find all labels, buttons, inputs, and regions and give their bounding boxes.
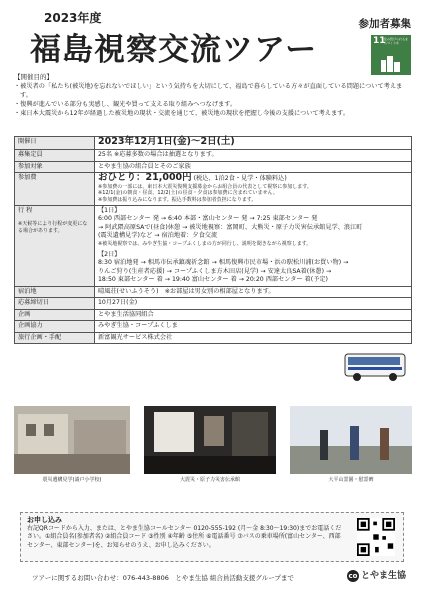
recruit-label: 参加者募集 bbox=[358, 18, 411, 30]
fee-cell bbox=[95, 173, 412, 206]
day1-line: → 阿武隈高原SAで(昼食)休憩 → 被災地視察：富岡町、大熊災・原子力災害伝承館見学、浪江町 bbox=[98, 223, 363, 231]
planning-label: 企画 bbox=[15, 309, 95, 321]
fee-main: おひとり：21,000円 bbox=[98, 172, 192, 183]
photo-school bbox=[14, 406, 130, 486]
info-table bbox=[14, 136, 412, 344]
contact-heading: お申し込み bbox=[27, 516, 62, 524]
purpose-heading: 【開催目的】 bbox=[14, 73, 53, 81]
lodging-label: 宿泊地 bbox=[15, 286, 95, 298]
photo-caption: 震災遺構見学(請戸小学校) bbox=[42, 477, 102, 483]
cooperation-label: 企画協力 bbox=[15, 321, 95, 333]
purpose-item: ・東日本大震災から12年が経過した被災地の現状・交流を通じて、被災地の現状を把握し今後の支援について考えます。 bbox=[14, 110, 350, 117]
photo-caption: 大平山霊園・慰霊碑 bbox=[328, 477, 374, 483]
day1-line: 6:00 西部センター 発 → 6:40 本部・富山センター 発 → 7:25 東部センター 発 bbox=[98, 215, 318, 223]
agency-label: 旅行企画・手配 bbox=[15, 332, 95, 344]
planning-value: とやま生活協同組合 bbox=[95, 309, 412, 321]
itinerary-label: 行 程 bbox=[18, 206, 33, 214]
photo-strip bbox=[14, 406, 412, 500]
purpose-item: ・復興が進んでいる部分も実感し、観光や買って支える取り組みへつなげます。 bbox=[14, 101, 237, 108]
day2-line: 8:30 宿泊地発 → 相馬市伝承鎮魂祈念館 → 相馬復興市民市場・浜の駅松川浦(お買い物) → bbox=[98, 259, 349, 267]
fee-note: ※12/1(金)の朝食・昼食、12/2(土)の昼食・夕食は参加費に含まれていません。 bbox=[98, 190, 278, 197]
coop-icon: co bbox=[348, 571, 358, 580]
sdg-badge bbox=[371, 35, 411, 75]
day2-line: 18:50 東部センター 着 → 19:40 富山センター 着 → 20:20 西部センター 着(予定) bbox=[98, 276, 328, 284]
page-title: 福島視察交流ツアー bbox=[30, 32, 318, 68]
purpose-section bbox=[14, 73, 414, 118]
target-label: 参加対象 bbox=[15, 161, 95, 173]
photo-caption: 大震災・原子力災害伝承館 bbox=[179, 477, 240, 483]
bus-icon bbox=[344, 352, 406, 382]
day1-label: 【1日】 bbox=[98, 206, 121, 214]
coop-name: とやま生協 bbox=[360, 571, 406, 581]
deadline-value: 10月27日(金) bbox=[95, 298, 412, 310]
footer-text: ツアーに関するお問い合わせ：076-443-8806 とやま生協 組合員活動支援グループまで bbox=[32, 574, 294, 582]
photo-museum bbox=[144, 406, 276, 486]
qr-code-icon[interactable] bbox=[357, 518, 395, 556]
header bbox=[0, 0, 424, 70]
date-label: 開催日 bbox=[15, 137, 95, 150]
lodging-value: 晴風荘(せいふうそう) ※お部屋は男女別の相部屋となります。 bbox=[95, 286, 412, 298]
contact-box bbox=[20, 512, 404, 562]
sdg-caption: 住み続けられるまちづくりを bbox=[384, 37, 409, 45]
itinerary-cell bbox=[95, 205, 412, 286]
city-icon bbox=[380, 54, 402, 72]
deadline-label: 応募締切日 bbox=[15, 298, 95, 310]
day2-label: 【2日】 bbox=[98, 250, 121, 258]
photo-memorial bbox=[290, 406, 412, 486]
day2-line: りんご狩り(生産者応援) → コープふくしま方木田店(見学) → 安達太良SA着(休憩) → bbox=[98, 267, 332, 275]
fee-note: ※参加費は振り込みになります。振込手数料は参加者負担になります。 bbox=[98, 197, 257, 204]
date-value: 2023年12月1日(金)～2日(土) bbox=[95, 137, 412, 150]
purpose-item: ・被災者の「私たち(被災地)を忘れないでほしい」という気持ちを大切にして、福島で暮らしている方々が直面している問題について考えます。 bbox=[14, 83, 403, 99]
fee-sub: (税込、1泊2食・見学・体験料込) bbox=[193, 175, 287, 182]
agency-value: 新富観光サービス株式会社 bbox=[95, 332, 412, 344]
day1-line: (震災遺構見学)など → 宿泊地着：夕食交流 bbox=[98, 232, 218, 240]
cooperation-value: みやぎ生協・コープふくしま bbox=[95, 321, 412, 333]
contact-text: 右記QRコードから入力、または、とやま生協コールセンター 0120-555-192 (月～金 8:30～19:30)までお電話ください。①組合員名(参加者名) ②組合員コード ③性別 ④年齢 ⑤住所 ⑥電話番号 ⑦バスの乗車場所(富山センター、西部センター、東部センター)を、お知らせのうえ、お申し込みください。 bbox=[27, 524, 342, 549]
capacity-label: 募集定員 bbox=[15, 150, 95, 162]
year-label: 2023年度 bbox=[44, 11, 102, 25]
itinerary-side-note: ※天候等により行程が変更になる場合があります。 bbox=[18, 221, 88, 235]
capacity-value: 25名 ※応募多数の場合は抽選となります。 bbox=[95, 150, 412, 162]
fee-note: ※参加費の一部には、東日本大震災復興支援募金からお組合員の代表として視察に参加します。 bbox=[98, 183, 312, 190]
sdg-number: 11 bbox=[373, 36, 386, 46]
target-value: とやま生協の組合員とそのご家族 bbox=[95, 161, 412, 173]
day1-note: ※被災地視察では、みやぎ生協・コープふくしまの方が同行し、説明を聞きながら視察します。 bbox=[98, 240, 312, 247]
fee-label: 参加費 bbox=[15, 173, 95, 206]
coop-logo bbox=[347, 568, 406, 582]
itinerary-label-cell bbox=[15, 205, 95, 286]
